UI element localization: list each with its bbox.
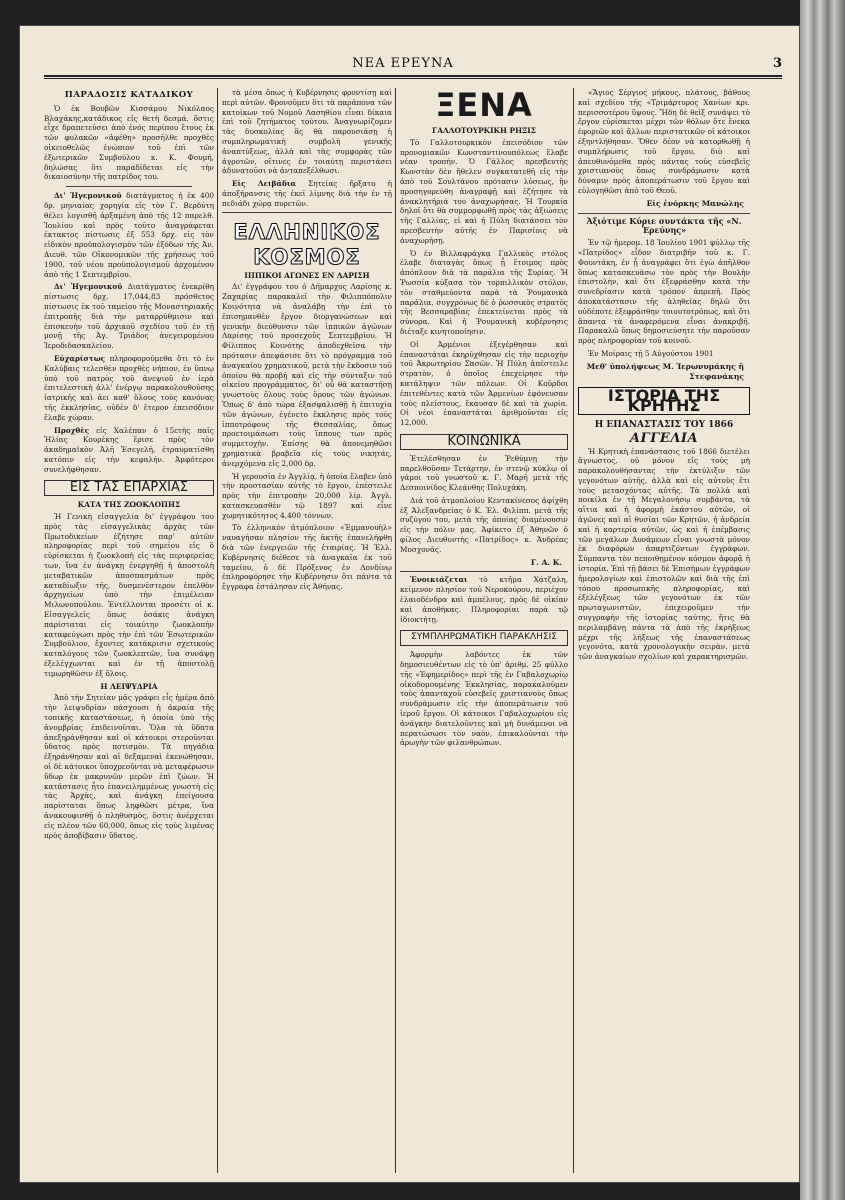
horse-races-article: Δι' ἐγγράφου του ὁ Δήμαρχος Λαρίσης κ. Ζαχαρίας παρακαλεῖ τὴν Φιλιππόπολιν Κοινότητα νὰ ἀναλάβῃ τὴν ἐπὶ τὸ ἐπισημανθὲν ἔργον διοργανώσεων καὶ γενικὴν διεύθυνσιν τῶν ἱππικῶν ἀγώνων Λαρίσης τοῦ προσεχοῦς Σεπτεμβρίου. Ἡ Φίλιππος Κοινότης ἀποδεχθεῖσα τὴν πρότασιν ἀπεφάσισε ὅτι τὸ πρόγραμμα τοῦ ἀναγκαίου χρηματικοῦ, μετὰ τὴν ἔκδοσιν τοῦ ὁποίου θὰ προβῇ καὶ εἰς τὴν σύνταξιν τοῦ οἰκείου προγράμματος, δι' οὗ θὰ καταστήσῃ γνωστοὺς ὅλους τοὺς ὅρους τῶν ἀγώνων. Ὅπως δ' ἀπὸ τώρα ἐξασφαλισθῇ ἡ ἐπιτυχία τῶν ἀγώνων, ἐγένετο ἔκκλησις πρὸς τοὺς ἱπποτρόφους τῆς Θεσσαλίας, ὅπως προετοιμάσωσι τοὺς ἵππους των πρὸς συμμετοχὴν. Ἐπίσης θὰ ἀπονεμηθῶσι χρηματικὰ βραβεῖα εἰς τοὺς νικητάς, ἀνερχόμενα εἰς 2,000 δρ. — [222, 282, 392, 468]
separator — [222, 212, 392, 213]
social-article-2: Διά τοῦ ἀτμοπλοίου Κεντακίνεσος ἀφίχθη ἐξ Ἀλεξανδρείας ὁ Κ. Ἐλ. Φιλίππ. μετὰ τῆς συζύγου του, μετὰ τῆς ὁποίας διαμένουσιν εἰς τὴν πόλιν μας. Ἀφίκετο ἐξ Ἀθηνῶν ὁ φίλος Διευθυντὴς «Πατρίδος» κ. Ἀνδρέας Μοσχονᾶς. — [400, 495, 568, 554]
hegemonikon-2-lead: Δι' Ἡγεμονικοῦ — [54, 282, 123, 292]
greek-world-heading-2: ΚΟΣΜΟΣ — [253, 244, 361, 269]
engagement-lead: Προχθὲς — [54, 425, 90, 435]
separator — [66, 186, 192, 187]
provinces-heading: ΕΙΣ ΤΑΣ ΕΠΑΡΧΙΑΣ — [44, 480, 214, 496]
horse-races-article-2: Ἡ γερουσία ἐν Ἀγγλίᾳ, ἡ ὁποία ἔλαβεν ὑπὸ τὴν προστασίαν αὐτῆς τὸ ἔργον, ἐπέστειλε πρὸς τὴν ἐπιτροπὴν 20,000 λίρ. Ἀγγλ. κατασκευασθὲν τῷ 1897 καὶ εἶνε χωρητικότητος 4,400 τόννων. — [222, 471, 392, 520]
traditions-article: Ὁ ἐκ Βουβῶν Κισσάμου Νικόλαος Βλαχάκης,κατάδικος εἰς θετὴ δεσμά, ὅστις εἶχε δραπετεύσει ἀπὸ ἐνός περίπου ἔτους ἐκ τῶν φυλακῶν «ἀφέθη» προσῆλθε προχθὲς οἰκειοθελῶς ἐνώπιον τοῦ ἐπὶ τῶν ἐξωτερικῶν Συμβούλου κ. Κ. Φουμή, δηλώσας ὅτι παραδίδεται εἰς τὴν δικαιοσύνην τῆς πατρίδος του. — [44, 103, 214, 182]
drought-article: Ἀπὸ τὴν Σητείαν μᾶς γράφει εἷς ἡμέρα ἀπὸ τὴν λειψυδρίαν πάσχουσι ἡ ἀκραία τῆς τοπικῆς καταστάσεως, ἡ ὁποία ὑπὸ τῆς ἀνομβρίας ἐπιδεινοῦται. Ὅλα τὰ ὕδατα ἀπεξηράνθησαν καὶ οἱ κάτοικοι στεροῦνται ὕδατος πρὸς ποτισμὸν. Τὰ πηγάδια ἐξηράνθησαν καὶ αἱ δεξαμεναὶ ἐκενώθησαν, οἱ δὲ κάτοικοι ὑποχρεοῦνται νὰ μεταφέρωσιν ὕδωρ ἐκ μακρυνῶν μερῶν ἐπὶ ζώων. Ἡ κατάστασις ἦτο ἐπανειλημμένως γνωστὴ εἰς τὰς Ἀρχὰς, καὶ ἀνάγκη ἐπείγουσα παρίσταται ὅπως ληφθῶσι μέτρα, ἵνα ἀνακουφισθῇ ὁ πληθυσμὸς, ὅστις ἀνέρχεται εἰς πλέον τῶν 60,000, ὅπως εἰς τοὺς λιμένας πρὸς ἀποβίβασιν ὕδατος. — [44, 693, 214, 840]
greek-world-heading-1: ΕΛΛΗΝΙΚΟΣ — [233, 219, 381, 244]
history-heading: ΙΣΤΟΡΙΑ ΤΗΣ ΚΡΗΤΗΣ — [578, 387, 750, 415]
franco-turkish-article-3: Οἱ Ἀρμένιοι ἐξεγέρθησαν καὶ ἐπαναστάται ἐκηρύχθησαν εἰς τὴν περιοχὴν τοῦ Ἀκρωτηρίου Σασῶν. Ἡ Πύλη ἀπέστειλε στρατὸν, ὁ ὁποῖος ἐπεχείρησε τὴν κατάληψιν τῶν πόλεων. Οἱ Κοῦρδοι ἐπιτεθέντες κατὰ τῶν Ἀρμενίων ἐφόνευσαν τοὺς πλείστους, ἔκαυσαν δὲ καὶ τὰ χωρία. Οἱ νέοι ἐπαναστάται ἀριθμοῦνται εἰς 12,000. — [400, 339, 568, 428]
supplement-article: Ἀφορμὴν λαβόντες ἐκ τῶν δημοσιευθέντων εἰς τὸ ὑπ' ἀριθμ. 25 φύλλο τῆς «Ἐφημερίδος» περὶ τῆς ἐν Γαβαλοχωρίῳ οἰκοδομουμένης Ἐκκλησίας, παρακαλοῦμεν τοὺς ἀπανταχοῦ εὐσεβεῖς χριστιανοὺς ὅπως συνδράμωσιν εἰς τὴν ἀποπεράτωσιν τοῦ ἱεροῦ ἔργου. Οἱ κάτοικοι Γαβαλοχωρίου εἰς ἀνάγκην διατελοῦντες καὶ μὴ δυνάμενοι νὰ περατώσωσι τὸν ναὸν, ἐπικαλοῦνται τὴν ἀρωγὴν τῶν φιλανθρώπων. — [400, 650, 568, 748]
social-signature: Γ. Α. Κ. — [530, 557, 562, 567]
engagement-article — [44, 426, 214, 475]
foreign-heading: ΞΕΝΑ — [435, 88, 533, 124]
horse-races-subheading: ΙΠΠΙΚΟΙ ΑΓΩΝΕΣ ΕΝ ΛΑΡΙΣΗ — [244, 270, 370, 280]
wedding-lead: Εὐχαρίστως — [54, 353, 106, 363]
leivadia-article — [222, 179, 392, 208]
book-spine-edge — [800, 0, 845, 1200]
supplement-heading: ΣΥΜΠΛΗΡΩΜΑΤΙΚΗ ΠΑΡΑΚΛΗΣΙΣ — [400, 630, 568, 646]
rent-text: τὸ κτῆμα Χάτζαλη, κείμενον πλησίον τοῦ Νεροκούρου, περιέχον ἐλαιοδένδρα καὶ ἀμπέλους, πρὸς δὲ οἰκίαν καὶ ἀποθήκας. Πληροφορίαι παρὰ τῷ ἰδιοκτήτῃ. — [400, 575, 568, 624]
continuation-signature: Εἰς ἐνόρκης Μανώλης — [646, 198, 744, 208]
social-article: Ἐτελέσθησαν ἐν Ῥεθύμνῃ τὴν παρελθοῦσαν Τετάρτην, ἐν στενῷ κύκλῳ οἱ γάμοι τοῦ γνωστοῦ κ. Γ. Μαρῆ μετὰ τῆς Δεσποινίδος Κλεάνθης Πολυχάκη. — [400, 453, 568, 493]
provinces-article: Ἡ Γενικὴ εἰσαγγελία δι' ἐγγράφου του πρὸς τὰς εἰσαγγελικὰς ἀρχὰς τῶν Πρωτοδικείων ἐζήτησε παρ' αὐτῶν πληροφορίας περὶ τοῦ σημείου εἰς ὃ εὑρίσκεται ἡ ζωοκλοπὴ εἰς τὰς περιφερείας των, ἵνα ἐν ἀνάγκῃ ἐνεργηθῇ ἡ ἀποστολὴ μεταβατικῶν ἀποσπασμάτων πρὸς καταδίωξιν τῆς, δυσμενέστερον ἐπελθὸν ἀρχηγείων ὑπὸ τὴν ἐπιμέλειαν Μιλωνοπούλου. Ἐντέλλονται προσέτι οἱ κ. Εἰσαγγελεῖς ὅπως ὁσάκις ἀνάγκη παρίσταται εἰς τοιαύτην ζωοκλοπὴν καταφεύγωσι πρὸς τὴν ἐπὶ τῶν Ἐσωτερικῶν Συμβούλιον, ἔχοντες κατάκρισιν σχετικοὺς καταλόγους τῶν ζωοκλεπτῶν, ἵνα συνάψῃ ἐξελέγχωνται καὶ ἐν τῇ ἀποστολῇ τιμωρηθῶσιν ἐξ ὅλοις. — [44, 512, 214, 678]
horse-races-article-3: Τὸ ἑλληνικὸν ἀτμόπλοιον «Ἐμμανουὴλ» ναυαγήσαν πλησίον τῆς ἀκτῆς ἐπανελήφθη διὰ τῶν ἐνεργειῶν τῆς ἑταιρίας. Ἡ Ἑλλ. Κυβέρνησις διέθεσε τὰ ἀναγκαῖα ἐκ τοῦ ταμείου, ὁ δὲ Πρόξενος ἐν Λονδίνῳ ἐπληροφόρησε τὴν Κυβέρνησιν ὅτι πάντα τὰ ἔγγραφα ἐστάλησαν εἰς Ἀθήνας. — [222, 523, 392, 592]
column-4 — [578, 88, 750, 1178]
column-2 — [222, 88, 392, 1178]
franco-turkish-article: Τὸ Γαλλοτουρκικὸν ἐπεισόδιον τῶν προνομιακῶν Κωνσταντινουπόλεως ἔλαβε νέαν τροπήν. Ὁ Γάλλος πρεσβευτὴς Κωνστὰν δὲν ἤθελεν συγκατατεθῆ εἰς τὴν ἀπὸ τοῦ Σουλτάνου πρότασιν λύσεως, ἣν προσηγορεύθη ἀναγραφῇ καὶ ἐζήτησε τὰ ἀνακλητήριά του ἀναχωρήσας. Ἡ Τουρκία δηλοῖ ὅτι θὰ συμμορφωθῇ πρὸς τὰς ἀξιώσεις τῆς Γαλλίας, εἰ καὶ ἡ Πύλη διατάσσει τὸν πρεσβευτὴν αὐτῆς ἐν Παρισίοις νὰ ἀναχωρήσῃ. — [400, 137, 568, 245]
wedding-article — [44, 354, 214, 423]
header-rule — [44, 75, 782, 79]
letter-article: Ἐν τῷ ἡμερομ. 18 Ἰουλίου 1901 φύλλῳ τῆς «Πατρίδος» εἶδον διατριβὴν τοῦ κ. Γ. Φουντάκη, ἐν ᾗ ἀναγράφει ὅτι ἐγὼ ἀπῆλθον ὅπως κατασκευάσω τὸν πρὸς τὴν Βουλὴν ἐπιστολὴν, καὶ ὅτι ἐξεφράσθην κατὰ τὴν συνεδρίασιν κατὰ τρόπον ἀπρεπῆ. Πρὸς ἀποκατάστασιν τῆς ἀληθείας δηλῶ ὅτι οὐδέποτε ἐξεφράσθην τοιουτοτρόπως, καὶ ὅτι ἅπαντα τὰ ἀναφερόμενα εἶναι ἀνακριβῆ. Παρακαλῶ ὅπως δημοσιεύσητε τὴν παροῦσαν πρὸς πληροφορίαν τοῦ κοινοῦ. — [578, 238, 750, 346]
hegemonikon-2-article — [44, 282, 214, 351]
hegemonikon-1-lead: Δι' Ἡγεμονικοῦ — [54, 191, 122, 201]
social-heading: ΚΟΙΝΩΝΙΚΑ — [400, 434, 568, 450]
page-header — [24, 32, 782, 80]
franco-turkish-subheading: ΓΑΛΛΟΤΟΥΡΚΙΚΗ ΡΗΞΙΣ — [432, 126, 536, 135]
franco-turkish-article-2: Ὁ ἐν Βιλλαφράγκᾳ Γαλλικὸς στόλος ἐλαβε διαταγὰς ὅπως ᾖ ἕτοιμος πρὸς ἀπόπλουν διὰ τὰ παράλια τῆς Συρίας. Ἡ Ῥωσσία κύξασα τὸν τορπιλλικὸν στόλον, τὸν σταθμεύοντα παρὰ τὰ Ῥουμανικὰ παράλια, συγχρόνως δὲ ὁ ῥωσσικὸς στρατὸς τῆς Βεσσαραβίας ἐπεκτείνεται πρὸς τὰ σύνορα. Καὶ ἡ Ῥουμανικὴ κυβέρνησις διέταξε κινητοποίησιν. — [400, 248, 568, 336]
column-divider-2 — [395, 88, 396, 1173]
page-number: 3 — [772, 56, 782, 71]
wedding-text: πληροφορούμεθα ὅτι τὸ ἐν Καλύβαις τελεσθὲν προχθὲς νήπιον, ἐν ὕπνῳ ὑπὸ τοῦ πατρὸς τοῦ ἀνεψιοῦ ἐν ἱερὰ ἐπιτελεστικὴ ἀλλ' ἐνέργῳ παρακολουθούσης ἰατρικῆς καὶ ἀει καθ' ὅλους τοὺς κανόνας τῆς ἐκκλησίας, οὐδὲν δ' ἕτερον ἐπεισόδιον ἔλαβε χώραν. — [44, 353, 214, 422]
column-2-intro: τὰ μέσα ὅπως ἡ Κυβέρνησις φροντίσῃ καὶ περὶ αὐτῶν. Φρονοῦμεν ὅτι τὰ παράπονα τῶν κατοίκων τοῦ Νομοῦ Λασηθίου εἶναι δίκαια ἐπὶ τοῦ ζητήματος τούτου. Ἀναγνωρίζομεν τὰς δυσκολίας ἃς θὰ παρουσιάσῃ ἡ συμπληρωματικὴ συμβολὴ γενικῆς ἀναπτύξεως, ἀλλὰ καὶ τὰς συμφορὰς τῶν ἀγροτῶν, οἵτινες ἐν τοιαύτῃ περιστάσει ἀδυνατοῦσι νὰ ἀνταπεξέλθωσι. — [222, 88, 392, 176]
history-notice-heading: ΑΓΓΕΛΙΑ — [629, 430, 699, 446]
rent-article — [400, 575, 568, 624]
column-divider-3 — [573, 88, 574, 1173]
column-divider-1 — [217, 88, 218, 1173]
history-subheading: Η ΕΠΑΝΑΣΤΑΣΙΣ ΤΟΥ 1866 — [594, 419, 734, 430]
running-title: ΝΕΑ ΕΡΕΥΝΑ — [352, 56, 454, 71]
leivadia-text: Σητείας ἤρξατο ἡ ἀποξήρανσις τῆς ἐκεῖ λίμνης διὰ τὴν ἐν τῇ πεδιάδι χώρᾳ πυρετῶν. — [222, 179, 392, 208]
history-article: Ἡ Κρητικὴ ἐπανάστασις τοῦ 1866 διετέλει ἄγνωστος, οὐ μόνον εἰς τοὺς μὴ παρακολουθήσαντας τὴν ἐκτύλιξιν τῶν γεγονότων αὐτῆς, ἀλλὰ καὶ εἰς αὐτοὺς ἔτι τοὺς μετασχόντας αὐτῆς. Τὰ πολλὰ καὶ ποικίλα ἐν τῇ Μεγαλονήσῳ συμβάντα, τὰ αἴτια καὶ ἡ ἀφορμὴ ἑκάστου αὐτῶν, οἱ ἀγῶνες καὶ αἱ θυσίαι τῶν Κρητῶν, ἡ ἀνδρεία καὶ ἡ καρτερία αὐτῶν, ὡς καὶ ἡ ἐπέμβασις τῶν μεγάλων Δυνάμεων εἶναι γνωστὰ μόνον ἐκ διαφόρων ἀπαρτιζόντων ἐγγράφων. Σύμπαντα τὸν πεποιθημένον κόσμον ἀφορᾷ ἡ ἱστορία. Ἐπὶ τῇ βάσει δὲ Ἐπισήμων ἐγγράφων ἡμερολογίων καὶ ἐπιστολῶν καὶ διὰ τῆς ἐπὶ τόπου προσωπικῆς πληροφορίας, καὶ ἐξελέγξεως τῶν γεγονότων ἐκ τῶν πρωταγωνιστῶν, ἐπιχειροῦμεν τὴν συγγραφὴν τῆς ἱστορίας ταύτης, ἥτις θὰ περιλαμβάνῃ πάντα τὰ ἀπὸ τῆς ἐκρήξεως μέχρι τῆς λήξεως τῆς ἐπαναστάσεως γεγονότα, κατὰ χρονολογικὴν σειρὰν, μετὰ τῶν ἀναγκαίων σχολίων καὶ χαρακτηρισμῶν. — [578, 446, 750, 662]
letter-signature: Μεθ' ὑπολήψεως Μ. Ἱερωνυμάκης ἢ Στεφανάκης — [586, 361, 744, 381]
separator — [400, 571, 568, 572]
rent-lead: Ἐνοικιάζεται — [410, 575, 468, 585]
continuation-article: «Ἅγιος Σέργιος μήκους, πλάτους, βάθους καὶ σχεδίου τῆς «Τριμάρτυρος Χανίων κρι. περισσοτέρου ὕψους. Ἤδη δὲ θεὶξ συνάψει τὸ ἔργον εὑρίσκεται μέχρι τῶν θόλων ὅτε ἔνεκα ἐφοριῶν καὶ ἄλλων περιστατικῶν οἱ κάτοικοι ἐξηντλήθησαν. Ὅθεν δέον νὰ κατορθωθῇ ἡ συμπλήρωσις τοῦ ἔργου, διὸ καὶ ἀπευθυνόμεθα πρὸς πάντας τοὺς εὐσεβεῖς χριστιανοὺς ὅπως συνδράμωσιν κατὰ δύναμιν πρὸς ἀποπεράτωσιν τοῦ ἔργου καὶ εὐλογηθῶσι ἀπὸ τοῦ Θεοῦ. — [578, 88, 750, 195]
column-3 — [400, 88, 568, 1178]
hegemonikon-1-article — [44, 191, 214, 279]
traditions-title: ΠΑΡΑΔΟΣΙΣ ΚΑΤΑΔΙΚΟΥ — [64, 90, 194, 100]
separator — [578, 213, 750, 214]
provinces-subheading: ΚΑΤΑ ΤΗΣ ΖΩΟΚΛΟΠΗΣ — [77, 500, 181, 510]
letter-heading: Ἀξιότιμε Κύριε συντάκτα τῆς «Ν. Ἐρεύνης» — [586, 215, 742, 236]
leivadia-lead: Εἰς Λειβάδια — [232, 179, 296, 189]
hegemonikon-1-text: διατάγματος ἡ ἐκ 400 δρ. μηνιαίας χορηγία εἰς τὸν Γ. Βερδύτη θέλει λογισθῆ ἀρξαμένη ἀπὸ τῆς 12 παρελθ. Ἰουλίου καὶ πρὸς τοῦτο ἀναγράφεται ἐκτακτος πίστωσις ἐξ 553 δρχ. εἰς τὸν εἰδικὸν προϋπολογισμὸν τῶν ἐξόδων τῆς Ἀν. Διευθ. τῶν Οἰκονομικῶν τῆς χρήσεως τοῦ 1900, τοῦ νέου προϋπολογισμοῦ ἀρχομένου ἀπὸ τῆς 1 Σεπτεμβρίου. — [44, 191, 214, 279]
drought-subheading: Η ΛΕΙΨΥΔΡΙΑ — [100, 681, 158, 691]
engagement-text: εἰς Χαλέπαν ὁ 15ετὴς παῖς Ἠλίας Κουρέκης ἔρισε πρὸς τὸν ἀκαδημαϊκὸν Ἀλῆ Ἐσεγελῆ, ἐτραυματίσθη κατόπιν εἰς τὴν κεφαλήν. Ἀμφότεροι συνελήφθησαν. — [44, 425, 214, 474]
letter-date: Ἐν Μοίραις τῇ 5 Αὐγούστου 1901 — [588, 348, 714, 358]
column-1 — [44, 88, 214, 1178]
hegemonikon-2-text: Διατάγματος ἐνεκρίθη πίστωσις δρχ. 17,044,83 πρόσθετος πίστωσις ἐκ τοῦ ταμείου τῆς Μοναστηριακῆς ἐπιτροπῆς διὰ τὴν ματαρρύθμισιν καὶ ἐπισκευὴν τοῦ ἀρχικοῦ σχεδίου τοῦ ἐν τῇ μονῇ τῆς Ἀγ. Τριάδος ἀνεγειρομένου Ἱεροδιδασκαλείου. — [44, 282, 214, 351]
